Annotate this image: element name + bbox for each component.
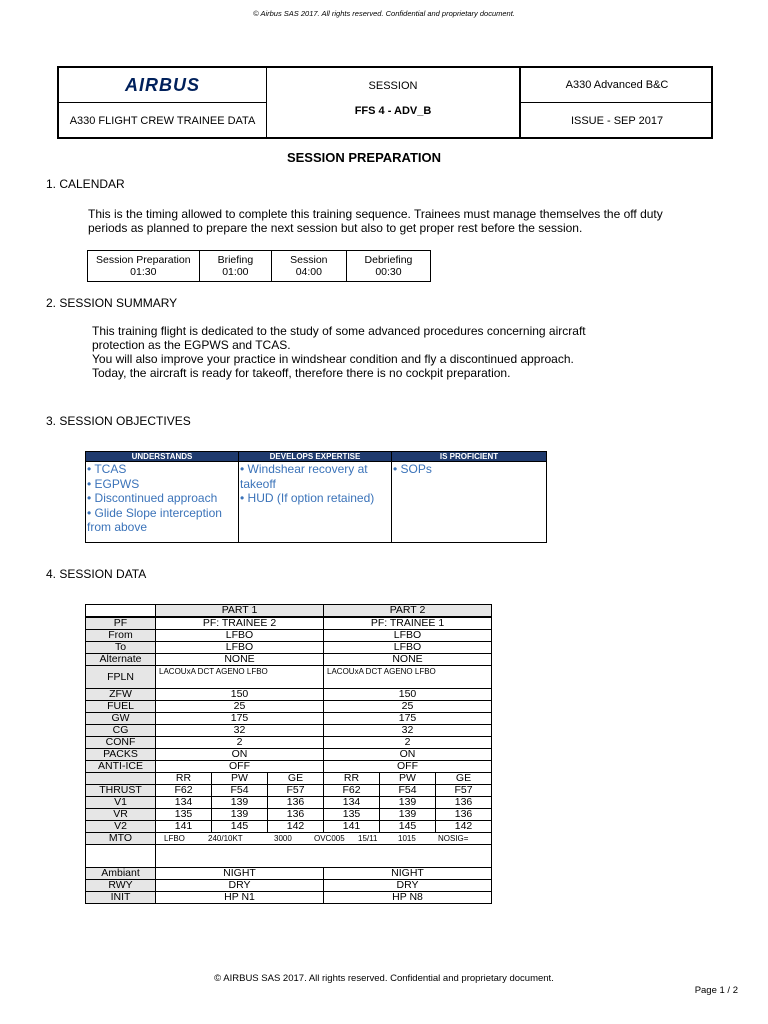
- vr-value: 139: [380, 809, 436, 821]
- v2-value: 142: [268, 821, 324, 833]
- objectives-table: [85, 451, 547, 543]
- spacer-cell: [86, 845, 156, 868]
- page-number: Page 1 / 2: [694, 985, 738, 996]
- part2-value: 2: [324, 737, 492, 749]
- objective-item: • Glide Slope interception from above: [87, 505, 222, 534]
- thrust-value: F54: [380, 785, 436, 797]
- session-label: SESSION: [368, 79, 418, 92]
- part1-value: 25: [156, 701, 324, 713]
- v2-value: 141: [324, 821, 380, 833]
- session-data-heading: 4. SESSION DATA: [46, 567, 147, 581]
- part1-value: LFBO: [156, 642, 324, 654]
- row-label: PACKS: [86, 749, 156, 761]
- row-label: MTO: [86, 833, 156, 845]
- part2-value: OFF: [324, 761, 492, 773]
- part2-value: PF: TRAINEE 1: [324, 617, 492, 630]
- part2-header: PART 2: [324, 605, 492, 618]
- understands-cell: [86, 462, 239, 543]
- engine-header-corner: [86, 773, 156, 785]
- v1-value: 134: [324, 797, 380, 809]
- part1-value: HP N1: [156, 892, 324, 904]
- v1-value: 136: [268, 797, 324, 809]
- session-data-table: [85, 604, 492, 904]
- session-code: FFS 4 - ADV_B: [354, 105, 432, 117]
- part1-header: PART 1: [156, 605, 324, 618]
- calendar-cell: [88, 251, 200, 282]
- objectives-heading: 3. SESSION OBJECTIVES: [46, 414, 191, 428]
- part1-value: OFF: [156, 761, 324, 773]
- engine-label: PW: [212, 773, 268, 785]
- objective-item: • Discontinued approach: [87, 491, 218, 505]
- row-label: V2: [86, 821, 156, 833]
- calendar-heading: 1. CALENDAR: [46, 177, 125, 191]
- part2-value: ON: [324, 749, 492, 761]
- row-label: GW: [86, 713, 156, 725]
- part2-value: 175: [324, 713, 492, 725]
- summary-line: protection as the EGPWS and TCAS.: [92, 338, 291, 352]
- proficient-cell: [392, 462, 547, 543]
- part1-value: 175: [156, 713, 324, 725]
- calendar-label: Session Preparation: [96, 254, 191, 266]
- calendar-time: 01:00: [222, 266, 249, 278]
- part1-value: PF: TRAINEE 2: [156, 617, 324, 630]
- part2-value: 25: [324, 701, 492, 713]
- mto-field: LFBO: [164, 834, 185, 843]
- develops-cell: [239, 462, 392, 543]
- mto-field: NOSIG=: [438, 834, 469, 843]
- page-title: SESSION PREPARATION: [286, 150, 442, 165]
- part1-value: NIGHT: [156, 868, 324, 880]
- v1-value: 139: [212, 797, 268, 809]
- engine-label: RR: [324, 773, 380, 785]
- vr-value: 136: [268, 809, 324, 821]
- part2-value: LFBO: [324, 642, 492, 654]
- issue-date: ISSUE - SEP 2017: [519, 103, 713, 139]
- v2-value: 145: [380, 821, 436, 833]
- part1-value: 32: [156, 725, 324, 737]
- part1-value: LACOUxA DCT AGENO LFBO: [156, 666, 324, 689]
- objective-item: • HUD (If option retained): [240, 491, 375, 505]
- summary-line: Today, the aircraft is ready for takeoff, therefore there is no cockpit preparation.: [92, 366, 511, 380]
- thrust-value: F62: [324, 785, 380, 797]
- mto-field: 1015: [398, 834, 416, 843]
- thrust-value: F54: [212, 785, 268, 797]
- v2-value: 145: [212, 821, 268, 833]
- row-label: To: [86, 642, 156, 654]
- mto-field: 3000: [274, 834, 292, 843]
- objective-item: • SOPs: [393, 462, 432, 476]
- part2-value: LACOUxA DCT AGENO LFBO: [324, 666, 492, 689]
- row-label: FPLN: [86, 666, 156, 689]
- v1-value: 134: [156, 797, 212, 809]
- calendar-label: Session: [290, 254, 328, 266]
- summary-line: You will also improve your practice in windshear condition and fly a discontinued approach.: [92, 352, 574, 366]
- vr-value: 135: [156, 809, 212, 821]
- thrust-value: F57: [268, 785, 324, 797]
- v1-value: 139: [380, 797, 436, 809]
- row-label: ANTI-ICE: [86, 761, 156, 773]
- summary-line: This training flight is dedicated to the study of some advanced procedures concerning aircraft: [92, 324, 586, 338]
- aircraft-model: A330 Advanced B&C: [519, 68, 713, 103]
- row-label: INIT: [86, 892, 156, 904]
- thrust-value: F62: [156, 785, 212, 797]
- part2-value: NIGHT: [324, 868, 492, 880]
- vr-value: 139: [212, 809, 268, 821]
- vr-value: 136: [436, 809, 492, 821]
- row-label: PF: [86, 617, 156, 630]
- calendar-label: Briefing: [217, 254, 254, 266]
- document-header: [57, 66, 713, 139]
- calendar-time: 00:30: [375, 266, 402, 278]
- trainee-data-label: A330 FLIGHT CREW TRAINEE DATA: [59, 103, 267, 139]
- row-label: FUEL: [86, 701, 156, 713]
- part1-value: ON: [156, 749, 324, 761]
- objectives-col-proficient: IS PROFICIENT: [392, 452, 547, 462]
- v2-value: 141: [156, 821, 212, 833]
- calendar-label: Debriefing: [364, 254, 413, 266]
- calendar-time: 01:30: [130, 266, 157, 278]
- calendar-cell: [272, 251, 346, 282]
- summary-heading: 2. SESSION SUMMARY: [46, 296, 178, 310]
- objective-item: • TCAS: [87, 462, 127, 476]
- part2-value: DRY: [324, 880, 492, 892]
- thrust-value: F57: [436, 785, 492, 797]
- engine-label: RR: [156, 773, 212, 785]
- part1-value: NONE: [156, 654, 324, 666]
- part2-value: 150: [324, 689, 492, 701]
- calendar-table: [87, 250, 431, 282]
- part1-value: LFBO: [156, 630, 324, 642]
- part1-value: 2: [156, 737, 324, 749]
- row-label: Alternate: [86, 654, 156, 666]
- objective-item: • Windshear recovery at takeoff: [240, 462, 368, 491]
- top-copyright-notice: © Airbus SAS 2017. All rights reserved. Confidential and proprietary document.: [253, 9, 515, 18]
- row-label: From: [86, 630, 156, 642]
- row-label: ZFW: [86, 689, 156, 701]
- part2-value: LFBO: [324, 630, 492, 642]
- mto-field: 15/11: [358, 834, 378, 843]
- objectives-col-develops: DEVELOPS EXPERTISE: [239, 452, 392, 462]
- part2-value: 32: [324, 725, 492, 737]
- calendar-cell: [199, 251, 272, 282]
- v1-value: 136: [436, 797, 492, 809]
- calendar-time: 04:00: [295, 266, 322, 278]
- part2-value: HP N8: [324, 892, 492, 904]
- mto-value: [156, 833, 492, 845]
- mto-field: 240/10KT: [208, 834, 243, 843]
- summary-text: [92, 324, 732, 380]
- row-label: CONF: [86, 737, 156, 749]
- footer-copyright: © AIRBUS SAS 2017. All rights reserved. Confidential and proprietary document.: [214, 973, 554, 984]
- vr-value: 135: [324, 809, 380, 821]
- corner-cell: [86, 605, 156, 618]
- part1-value: DRY: [156, 880, 324, 892]
- row-label: V1: [86, 797, 156, 809]
- objectives-col-understands: UNDERSTANDS: [86, 452, 239, 462]
- engine-label: GE: [268, 773, 324, 785]
- engine-label: GE: [436, 773, 492, 785]
- part1-value: 150: [156, 689, 324, 701]
- airbus-logo: AIRBUS: [59, 68, 267, 103]
- spacer-cell: [156, 845, 492, 868]
- row-label: THRUST: [86, 785, 156, 797]
- row-label: CG: [86, 725, 156, 737]
- row-label: RWY: [86, 880, 156, 892]
- v2-value: 142: [436, 821, 492, 833]
- row-label: VR: [86, 809, 156, 821]
- engine-label: PW: [380, 773, 436, 785]
- calendar-cell: [346, 251, 431, 282]
- part2-value: NONE: [324, 654, 492, 666]
- calendar-text: This is the timing allowed to complete this training sequence. Trainees must manage themselves the off duty periods as planned to prepare the next session but also to get proper rest before the session.: [88, 207, 663, 235]
- row-label: Ambiant: [86, 868, 156, 880]
- mto-field: OVC005: [314, 834, 345, 843]
- objective-item: • EGPWS: [87, 476, 140, 491]
